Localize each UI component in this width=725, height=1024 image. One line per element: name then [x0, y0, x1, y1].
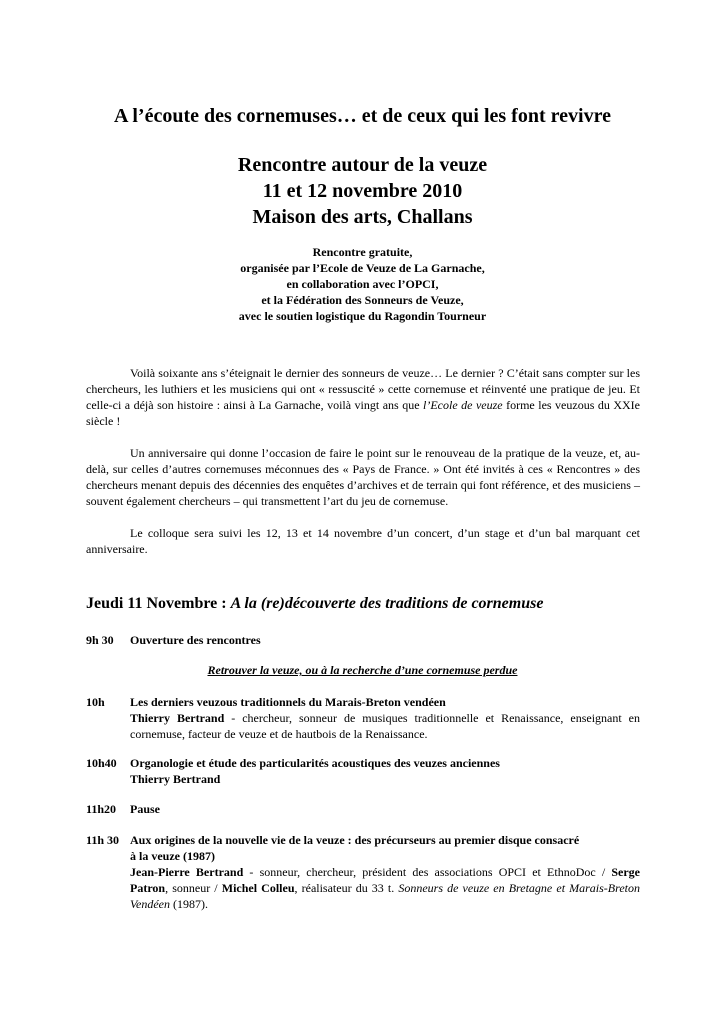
schedule-item [86, 755, 640, 787]
day-heading: Jeudi 11 Novembre : A la (re)découverte des traditions de cornemuse [86, 595, 544, 612]
schedule-time: 10h40 [86, 756, 117, 770]
speaker-name: Michel Colleu [221, 881, 295, 895]
schedule-time: 9h 30 [86, 633, 114, 647]
day-theme: A la (re)découverte des traditions de cornemuse [230, 595, 544, 612]
schedule-time: 11h 30 [86, 833, 120, 847]
speaker-name: Jean-Pierre Bertrand [130, 865, 244, 879]
schedule-item [86, 694, 640, 742]
speaker-name: Thierry Bertrand [130, 772, 221, 786]
album-title: Sonneurs de veuze en Bretagne et Marais-Breton Vendéen [130, 881, 641, 911]
intro-paragraph-1: Voilà soixante ans s’éteignait le dernier des sonneurs de veuze… Le dernier ? C’était sans compter sur les chercheurs, les luthiers et les musiciens qui ont « ressuscité » cette cornemuse et réinventé une pratique de jeu. Et celle-ci a déjà son histoire : ainsi à La Garnache, voilà vingt ans que l’Ecole de veuze forme les veuzous du XXIe siècle ! [86, 366, 640, 428]
event-heading [0, 152, 725, 230]
school-name: l’Ecole de veuze [423, 398, 503, 412]
credit-line: Rencontre gratuite, [312, 245, 413, 259]
credit-line: en collaboration avec l’OPCI, [286, 277, 439, 291]
schedule-title: Ouverture des rencontres [130, 633, 261, 647]
schedule-item [86, 801, 640, 817]
schedule-title: Aux origines de la nouvelle vie de la veuze : des précurseurs au premier disque consacré [130, 833, 580, 847]
schedule-title: Organologie et étude des particularités acoustiques des veuzes anciennes [130, 756, 500, 770]
intro-paragraph-2: Un anniversaire qui donne l’occasion de faire le point sur le renouveau de la pratique de la veuze, et, au-delà, sur celles d’autres cornemuses méconnues des « Pays de France. » Ont été invités à ces « Rencontres » des chercheurs menant depuis des décennies des enquêtes d’archives et de terrain qui font référence, et des musiciens – souvent également chercheurs – qui transmettent l’art du jeu de cornemuse. [86, 446, 640, 508]
credit-line: organisée par l’Ecole de Veuze de La Garnache, [240, 261, 485, 275]
schedule-title: Les derniers veuzous traditionnels du Marais-Breton vendéen [130, 695, 446, 709]
main-title: A l’écoute des cornemuses… et de ceux qui les font revivre [114, 105, 611, 127]
credit-line: avec le soutien logistique du Ragondin Tourneur [238, 309, 487, 323]
speaker-name: Serge Patron [130, 865, 640, 895]
schedule-speakers: Jean-Pierre Bertrand - sonneur, chercheur, président des associations OPCI et EthnoDoc / Serge Patron, sonneur / Michel Colleu, réalisateur du 33 t. Sonneurs de veuze en Bretagne et Marais-Breton Vendéen (1987). [130, 865, 641, 911]
event-dates: 11 et 12 novembre 2010 [262, 180, 463, 202]
speaker-name: Thierry Bertrand [130, 711, 225, 725]
schedule-speakers: Thierry Bertrand - chercheur, sonneur de musiques traditionnelle et Renaissance, enseignant en cornemuse, facteur de veuze et de hautbois de la Renaissance. [130, 711, 640, 741]
event-title: Rencontre autour de la veuze [237, 154, 488, 176]
intro-paragraph-3: Le colloque sera suivi les 12, 13 et 14 novembre d’un concert, d’un stage et d’un bal marquant cet anniversaire. [86, 526, 640, 556]
schedule-item [86, 632, 640, 648]
schedule-title-continued: à la veuze (1987) [130, 849, 215, 863]
schedule-title: Pause [130, 802, 160, 816]
section-heading: Retrouver la veuze, ou à la recherche d’une cornemuse perdue [207, 663, 518, 677]
schedule-time: 10h [86, 695, 105, 709]
event-venue: Maison des arts, Challans [252, 206, 473, 228]
schedule-item [86, 832, 640, 912]
schedule-time: 11h20 [86, 802, 117, 816]
organizers-credits [0, 244, 725, 324]
credit-line: et la Fédération des Sonneurs de Veuze, [261, 293, 464, 307]
intro-text [86, 365, 640, 557]
